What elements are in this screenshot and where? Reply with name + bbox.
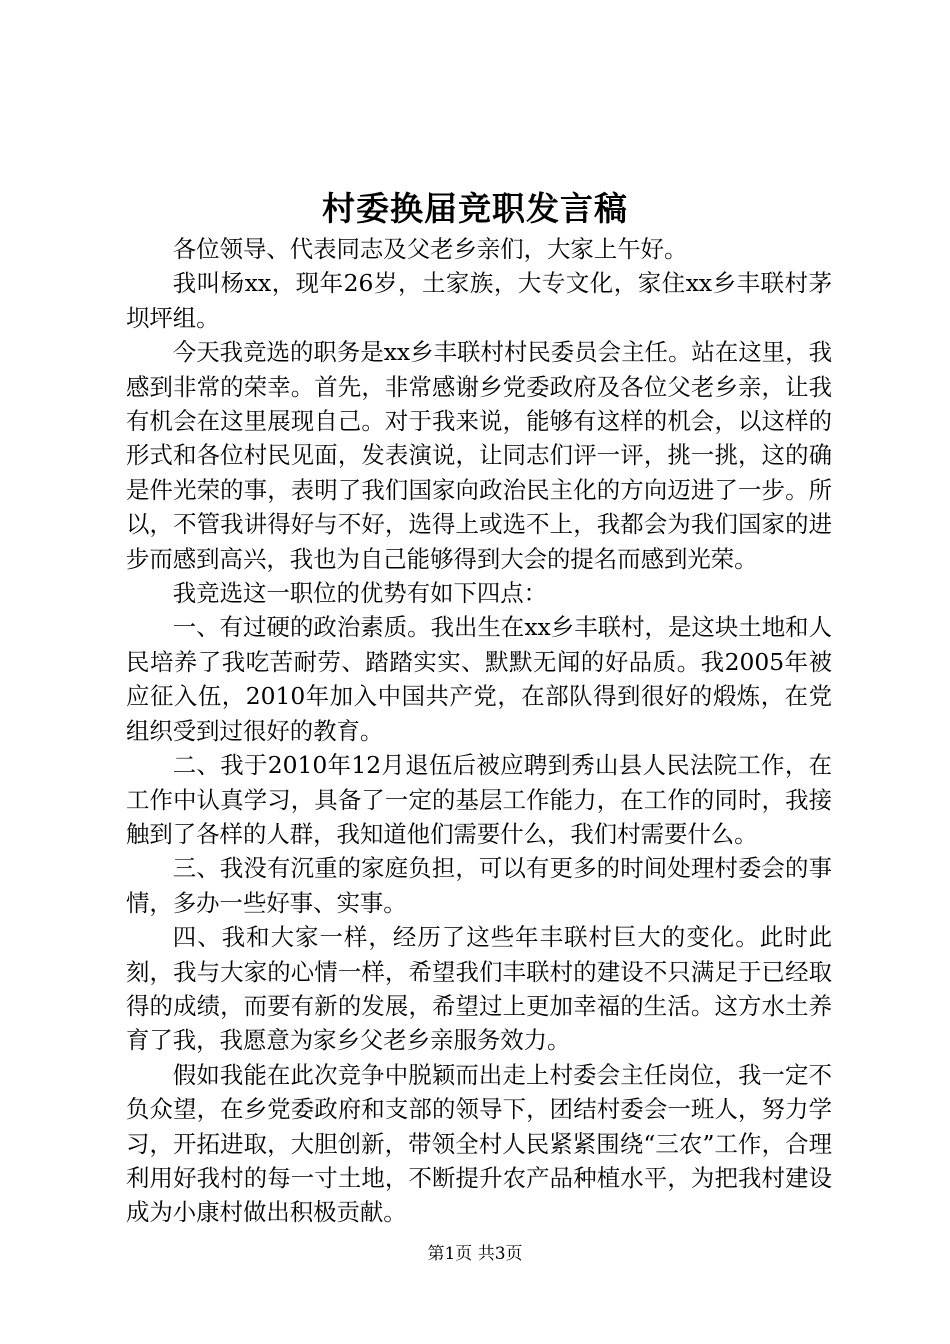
paragraph-position: 今天我竞选的职务是xx乡丰联村村民委员会主任。站在这里，我感到非常的荣幸。首先，非常感谢乡党委政府及各位父老乡亲，让我有机会在这里展现自己。对于我来说，能够有这样的机会，以这样的形式和各位村民见面，发表演说，让同志们评一评，挑一挑，这的确是件光荣的事，表明了我们国家向政治民主化的方向迈进了一步。所以，不管我讲得好与不好，选得上或选不上，我都会为我们国家的进步而感到高兴，我也为自己能够得到大会的提名而感到光荣。	[126, 338, 832, 573]
paragraph-advantage-1: 一、有过硬的政治素质。我出生在xx乡丰联村，是这块土地和人民培养了我吃苦耐劳、踏踏实实、默默无闻的好品质。我2005年被应征入伍，2010年加入中国共产党，在部队得到很好的煅炼，在党组织受到过很好的教育。	[126, 613, 832, 745]
document-title: 村委换届竞职发言稿	[322, 189, 628, 228]
paragraph-advantages-intro: 我竞选这一职位的优势有如下四点：	[172, 579, 548, 608]
paragraph-introduction: 我叫杨xx，现年26岁，土家族，大专文化，家住xx乡丰联村茅坝坪组。	[126, 269, 832, 332]
page-number-footer: 第1页 共3页	[427, 1244, 523, 1264]
document-body	[126, 232, 832, 1230]
paragraph-advantage-3: 三、我没有沉重的家庭负担，可以有更多的时间处理村委会的事情，多办一些好事、实事。	[126, 854, 832, 917]
paragraph-advantage-4: 四、我和大家一样，经历了这些年丰联村巨大的变化。此时此刻，我与大家的心情一样，希望我们丰联村的建设不只满足于已经取得的成绩，而要有新的发展，希望过上更加幸福的生活。这方水土养育了我，我愿意为家乡父老乡亲服务效力。	[126, 923, 832, 1055]
paragraph-greeting: 各位领导、代表同志及父老乡亲们，大家上午好。	[172, 235, 688, 263]
paragraph-advantage-2: 二、我于2010年12月退伍后被应聘到秀山县人民法院工作，在工作中认真学习，具备了一定的基层工作能力，在工作的同时，我接触到了各样的人群，我知道他们需要什么，我们村需要什么。	[126, 751, 832, 848]
paragraph-commitment: 假如我能在此次竞争中脱颖而出走上村委会主任岗位，我一定不负众望，在乡党委政府和支部的领导下，团结村委会一班人，努力学习，开拓进取，大胆创新，带领全村人民紧紧围绕“三农”工作，合理利用好我村的每一寸土地，不断提升农产品种植水平，为把我村建设成为小康村做出积极贡献。	[126, 1060, 832, 1227]
